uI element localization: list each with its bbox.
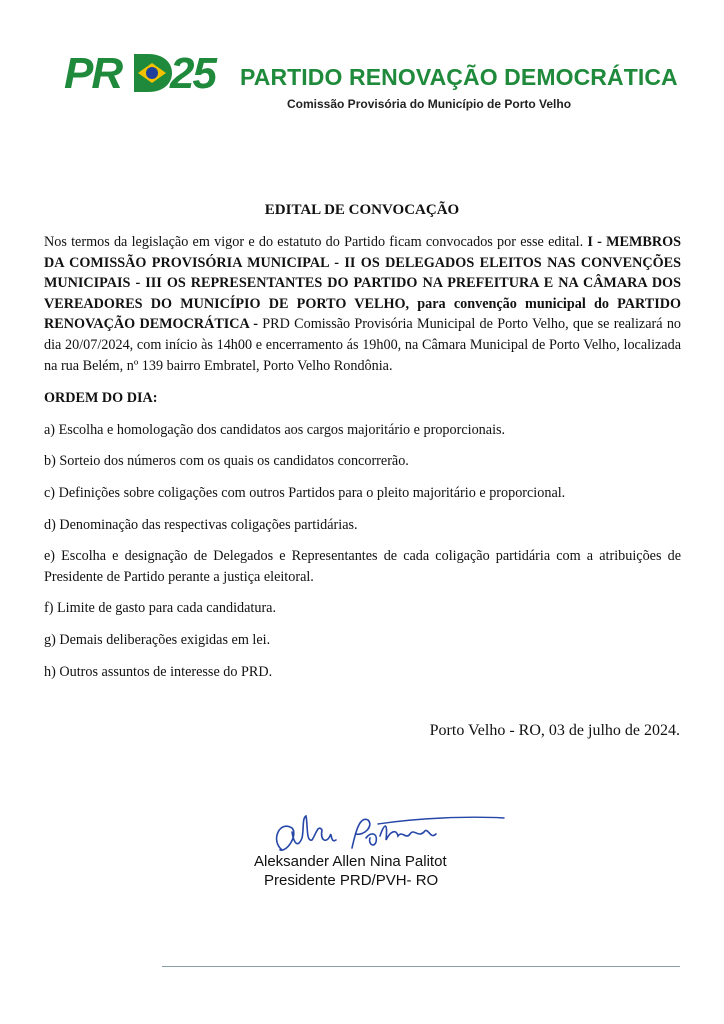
intro-bold-text: I - MEMBROS DA COMISSÃO PROVISÓRIA MUNICIPAL - II OS DELEGADOS ELEITOS NAS CONVENÇÕES MUNICIPAIS - III OS REPRESENTANTES DO PARTIDO NA PREFEITURA E NA CÂMARA DOS VEREADORES DO MUNICÍPIO DE PORTO VELHO, para convenção municipal do PARTIDO RENOVAÇÃO DEMOCRÁTICA - <box>44 234 682 333</box>
agenda-item-h: h) Outros assuntos de interesse do PRD. <box>44 663 273 680</box>
document-body <box>44 232 681 682</box>
document-date: Porto Velho - RO, 03 de julho de 2024. <box>429 722 680 739</box>
intro-paragraph <box>44 232 681 376</box>
agenda-item-a: a) Escolha e homologação dos candidatos aos cargos majoritário e proporcionais. <box>44 421 506 438</box>
party-name: PARTIDO RENOVAÇÃO DEMOCRÁTICA <box>240 64 678 90</box>
svg-text:25: 25 <box>170 50 215 96</box>
agenda-item-f: f) Limite de gasto para cada candidatura. <box>44 600 277 617</box>
intro-text-2: PRD Comissão Provisória Municipal de Porto Velho, que se realizará no dia 20/07/2024, com início às 14h00 e encerramento ás 19h00, na Câmara Municipal de Porto Velho, localizada na rua Belém, nº 139 bairro Embratel, Porto Velho Rondônia. <box>44 316 682 374</box>
agenda-title: ORDEM DO DIA: <box>44 390 158 407</box>
agenda-item-g: g) Demais deliberações exigidas em lei. <box>44 631 271 648</box>
letterhead <box>0 0 724 120</box>
svg-text:PR: PR <box>64 50 122 96</box>
agenda-item-b: b) Sorteio dos números com os quais os candidatos concorrerão. <box>44 453 409 470</box>
commission-subtitle: Comissão Provisória do Município de Porto Velho <box>287 97 572 111</box>
prd25-logo <box>62 50 232 96</box>
agenda-item-d: d) Denominação das respectivas coligações partidárias. <box>44 516 358 533</box>
document-title: EDITAL DE CONVOCAÇÃO <box>264 202 460 218</box>
signer-role: Presidente PRD/PVH- RO <box>264 872 439 889</box>
footer-divider <box>162 966 680 967</box>
agenda-item-e: e) Escolha e designação de Delegados e Representantes de cada coligação partidária com a atribuições de Presidente de Partido perante a justiça eleitoral. <box>44 548 681 585</box>
agenda-item-c: c) Definições sobre coligações com outros Partidos para o pleito majoritário e proporcional. <box>44 484 566 501</box>
signer-name: Aleksander Allen Nina Palitot <box>254 853 447 870</box>
intro-text-1: Nos termos da legislação em vigor e do estatuto do Partido ficam convocados por esse edital. <box>44 234 588 250</box>
